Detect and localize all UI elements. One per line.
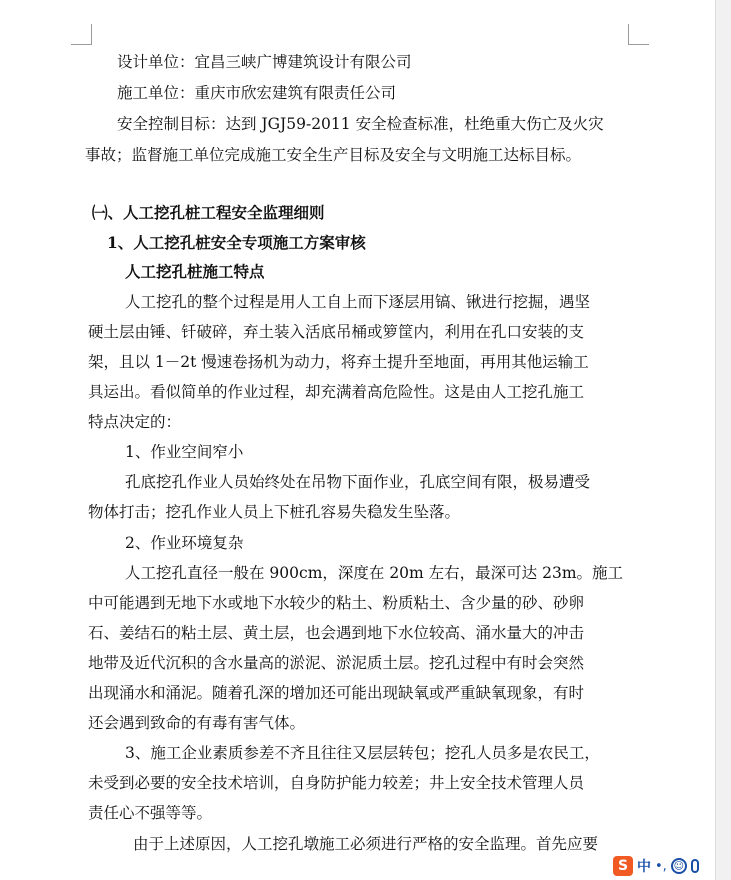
paragraph-line: 石、姜结石的粘土层、黄土层，也会遇到地下水位较高、涌水量大的冲击 [88,624,585,642]
vertical-scrollbar[interactable] [715,0,731,880]
paragraph-line: 未受到必要的安全技术培训，自身防护能力较差；井上安全技术管理人员 [88,774,585,792]
ime-toolbar[interactable] [607,852,731,880]
paragraph-line: 由于上述原因，人工挖孔墩施工必须进行严格的安全监理。首先应要 [133,835,599,853]
item-heading: 2、作业环境复杂 [125,534,244,552]
construction-unit-line: 施工单位：重庆市欣宏建筑有限责任公司 [117,84,397,102]
paragraph-line: 还会遇到致命的有毒有害气体。 [88,714,306,732]
subsection-heading: 1、人工挖孔桩安全专项施工方案审核 [107,233,366,252]
microphone-icon[interactable] [691,859,699,873]
section-heading: ㈠、人工挖孔桩工程安全监理细则 [92,203,325,222]
safety-target-line: 安全控制目标：达到 JGJ59-2011 安全检查标准，杜绝重大伤亡及火灾 [117,115,604,133]
sogou-logo-icon[interactable]: S [613,856,633,876]
design-unit-line: 设计单位：宜昌三峡广博建筑设计有限公司 [117,53,412,71]
paragraph-line: 中可能遇到无地下水或地下水较少的粘土、粉质粘土、含少量的砂、砂卵 [88,594,585,612]
paragraph-line: 责任心不强等等。 [88,804,213,822]
paragraph-line: 3、施工企业素质参差不齐且往往又层层转包；挖孔人员多是农民工， [125,744,600,762]
ime-mode-toggle[interactable]: 中 [637,859,651,875]
paragraph-line: 架，且以 1－2t 慢速卷扬机为动力，将弃土提升至地面，再用其他运输工 [88,353,589,371]
paragraph-line: 人工挖孔的整个过程是用人工自上而下逐层用镐、锹进行挖掘，遇坚 [125,293,591,311]
paragraph-line: 物体打击；挖孔作业人员上下桩孔容易失稳发生坠落。 [88,503,461,521]
emoji-icon[interactable]: ☺ [671,858,687,874]
item-heading: 1、作业空间窄小 [125,443,244,461]
page-corner-mark-top-left [71,24,92,45]
punctuation-toggle[interactable]: •, [655,858,667,874]
paragraph-line: 人工挖孔直径一般在 900cm，深度在 20m 左右，最深可达 23m。施工 [125,564,624,582]
paragraph-line: 出现涌水和涌泥。随着孔深的增加还可能出现缺氧或严重缺氧现象，有时 [88,684,585,702]
paragraph-line: 地带及近代沉积的含水量高的淤泥、淤泥质土层。挖孔过程中有时会突然 [88,654,585,672]
paragraph-line: 硬土层由锤、钎破碎，弃土装入活底吊桶或箩筐内，利用在孔口安装的支 [88,323,585,341]
paragraph-line: 孔底挖孔作业人员始终处在吊物下面作业，孔底空间有限，极易遭受 [125,473,591,491]
safety-target-line-2: 事故；监督施工单位完成施工安全生产目标及安全与文明施工达标目标。 [85,146,582,164]
paragraph-line: 具运出。看似简单的作业过程，却充满着高危险性。这是由人工挖孔施工 [88,383,585,401]
page-corner-mark-top-right [628,24,649,45]
topic-heading: 人工挖孔桩施工特点 [125,262,265,281]
paragraph-line: 特点决定的： [88,413,182,431]
